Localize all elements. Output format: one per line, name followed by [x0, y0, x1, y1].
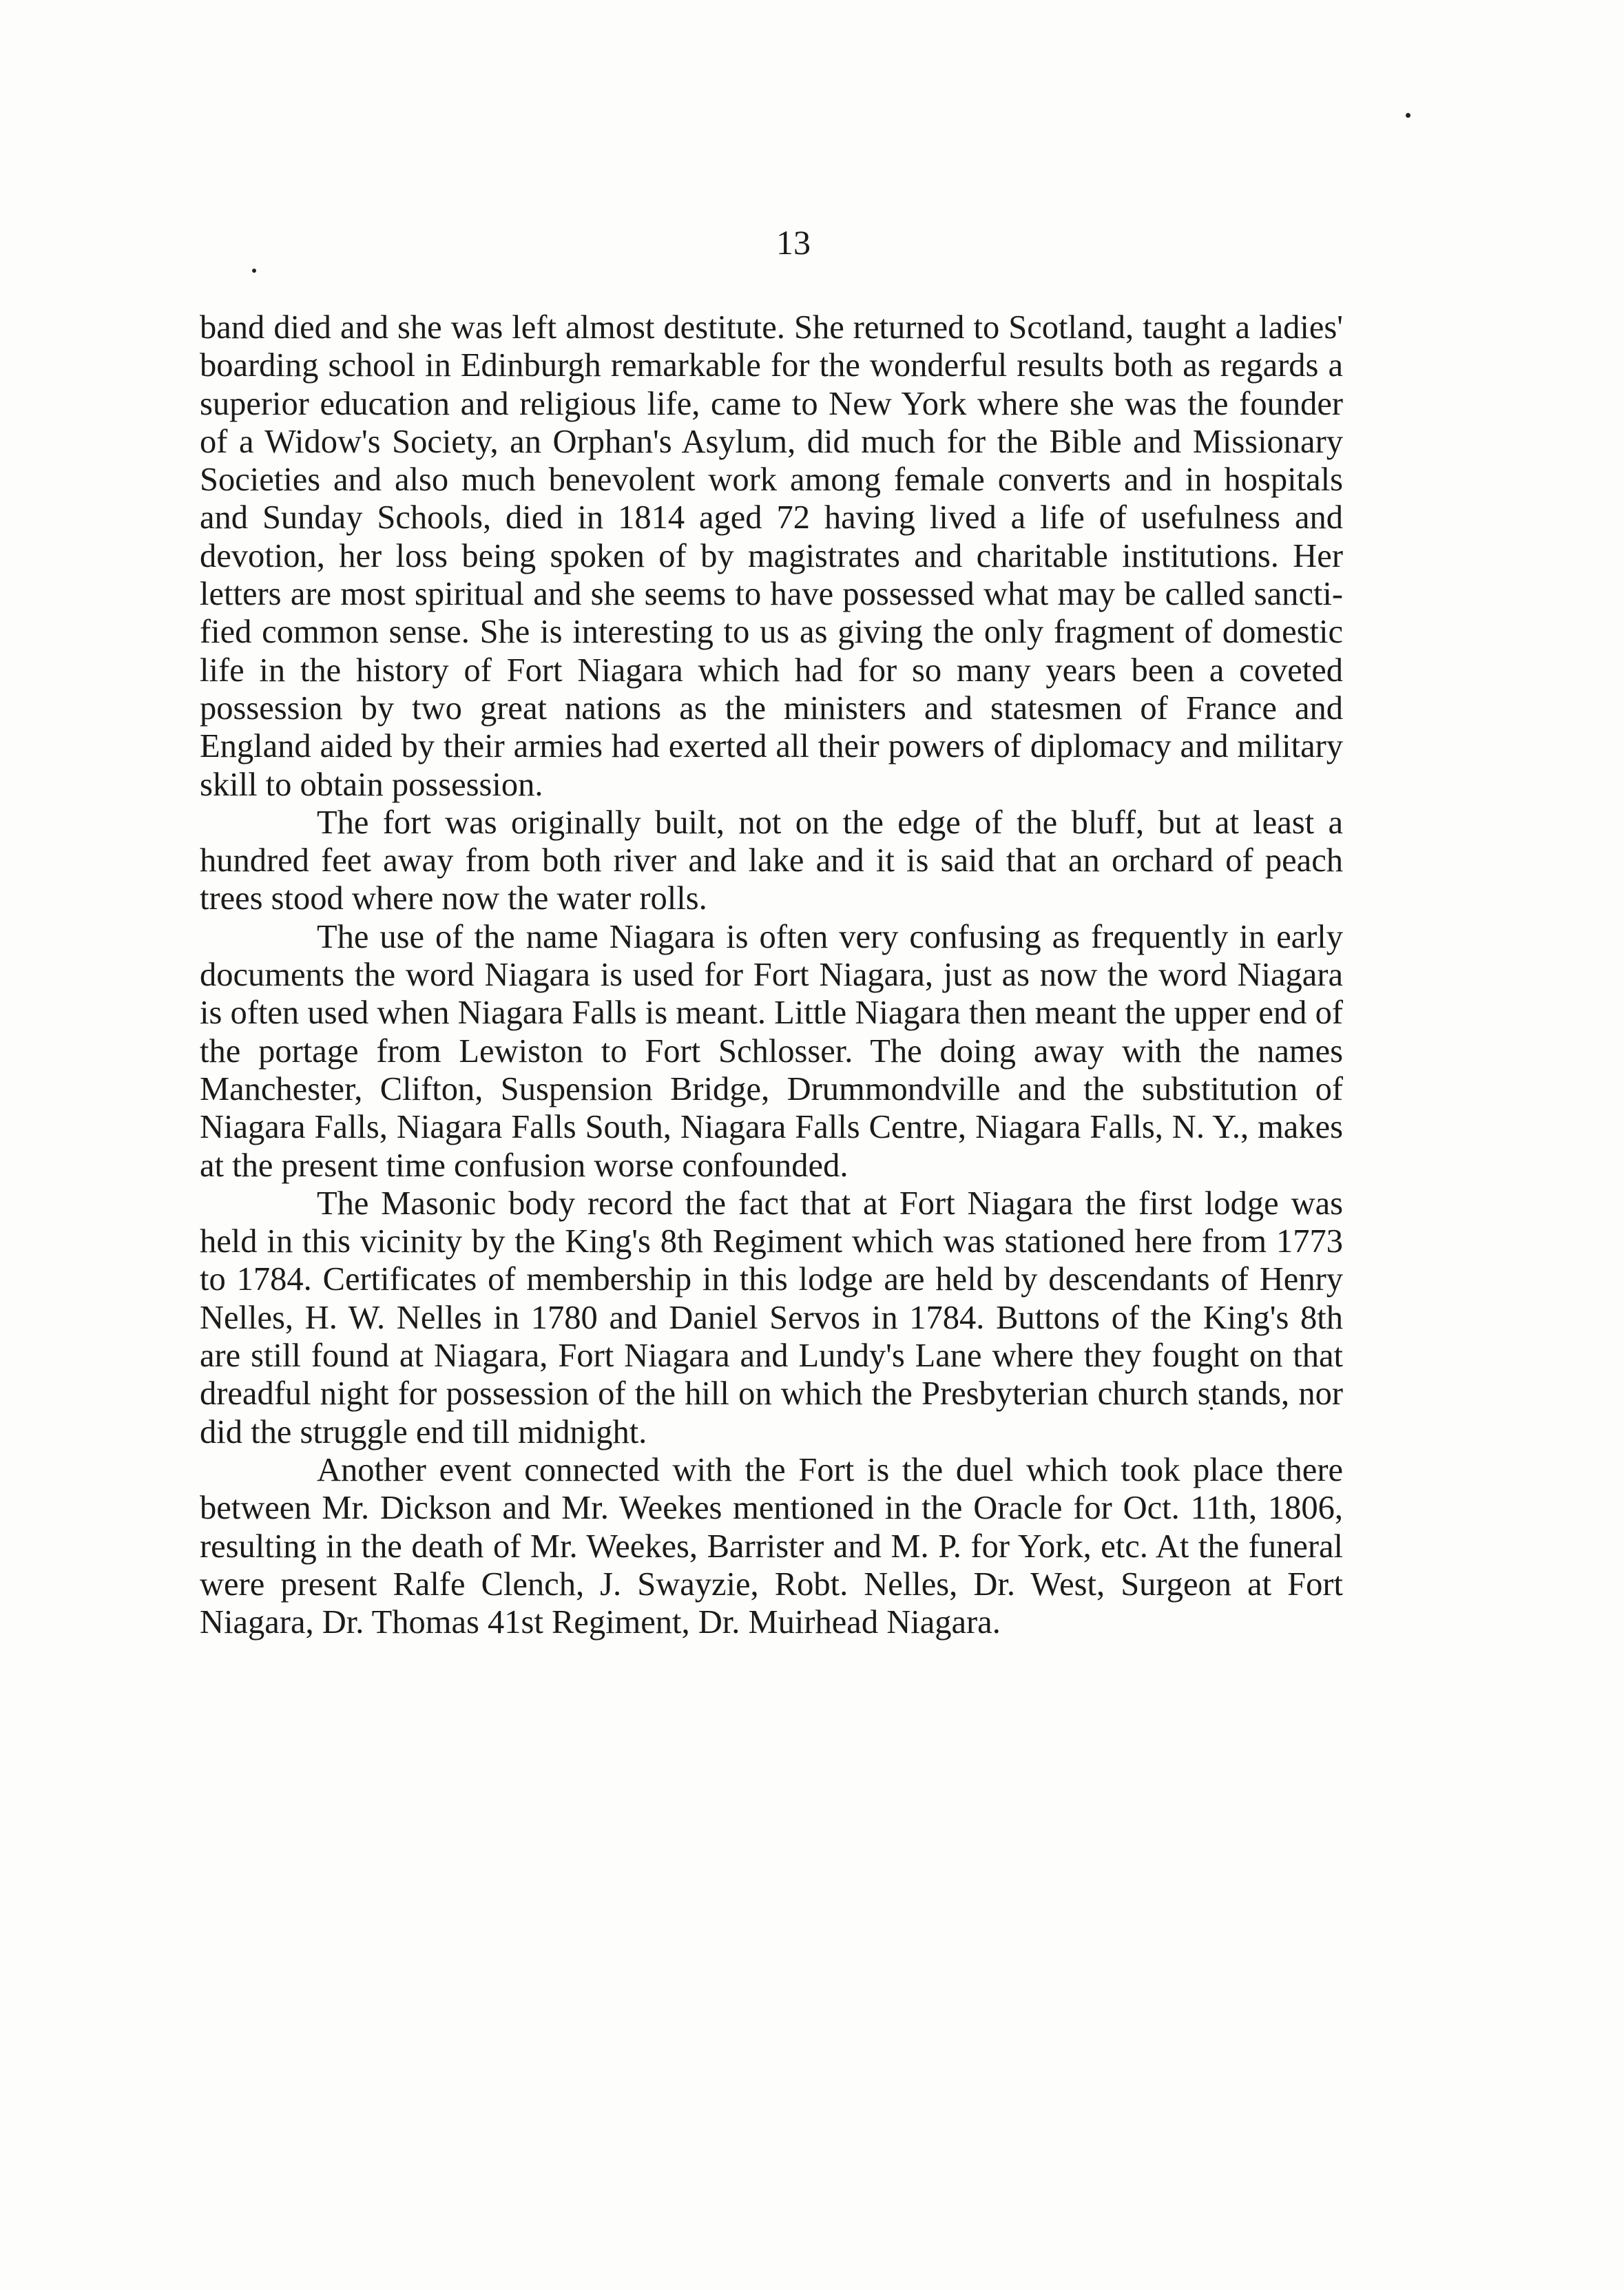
paragraph-masonic-lodge: The Masonic body record the fact that at Fort Niagara the first lodge was held in this vicinity by the King's 8th Regiment which was stationed here from 1773 to 1784. Certificates of membership in this lodge are held by descendants of Henry Nelles, H. W. Nelles in 1780 and Daniel Servos in 1784. Buttons of the King's 8th are still found at Niagara, Fort Niagara and Lundy's Lane where they fought on that dreadful night for possession of the hill on which the Presbyterian church stands, nor did the struggle end till midnight. — [200, 1185, 1343, 1450]
page-number: 13 — [776, 223, 811, 262]
ink-speck — [252, 269, 256, 273]
page-body-text — [200, 309, 1343, 1641]
ink-speck — [1406, 113, 1410, 118]
paragraph-duel: Another event connected with the Fort is the duel which took place there between Mr. Dickson and Mr. Weekes mentioned in the Oracle for Oct. 11th, 1806, resulting in the death of Mr. Weekes, Barrister and M. P. for York, etc. At the funeral were present Ralfe Clench, J. Swayzie, Robt. Nelles, Dr. West, Surgeon at Fort Niagara, Dr. Thomas 41st Regiment, Dr. Muirhead Niagara. — [200, 1451, 1343, 1641]
paragraph-continuation: band died and she was left almost destitute. She returned to Scotland, taught a ladies' boarding school in Edinburgh remarkable for the wonderful results both as regards a superior education and religious life, came to New York where she was the founder of a Widow's Society, an Orphan's Asylum, did much for the Bible and Missionary Societies and also much benevolent work among female converts and in hospitals and Sunday Schools, died in 1814 aged 72 having lived a life of usefulness and devotion, her loss being spoken of by magistrates and charitable institutions. Her letters are most spiritual and she seems to have possessed what may be called sanctified common sense. She is interesting to us as giving the only fragment of domestic life in the history of Fort Niagara which had for so many years been a coveted possession by two great nations as the ministers and statesmen of France and England aided by their armies had exerted all their powers of diplomacy and military skill to obtain possession. — [200, 309, 1343, 803]
paragraph-niagara-name: The use of the name Niagara is often very confusing as frequently in early documents the word Niagara is used for Fort Niagara, just as now the word Niagara is often used when Niagara Falls is meant. Little Niagara then meant the upper end of the portage from Lewiston to Fort Schlosser. The doing away with the names Manchester, Clifton, Suspension Bridge, Drummondville and the substitution of Niagara Falls, Niagara Falls South, Niagara Falls Centre, Niagara Falls, N. Y., makes at the present time confusion worse confounded. — [200, 918, 1343, 1184]
paragraph-fort-location: The fort was originally built, not on the edge of the bluff, but at least a hundred feet away from both river and lake and it is said that an orchard of peach trees stood where now the water rolls. — [200, 804, 1343, 917]
